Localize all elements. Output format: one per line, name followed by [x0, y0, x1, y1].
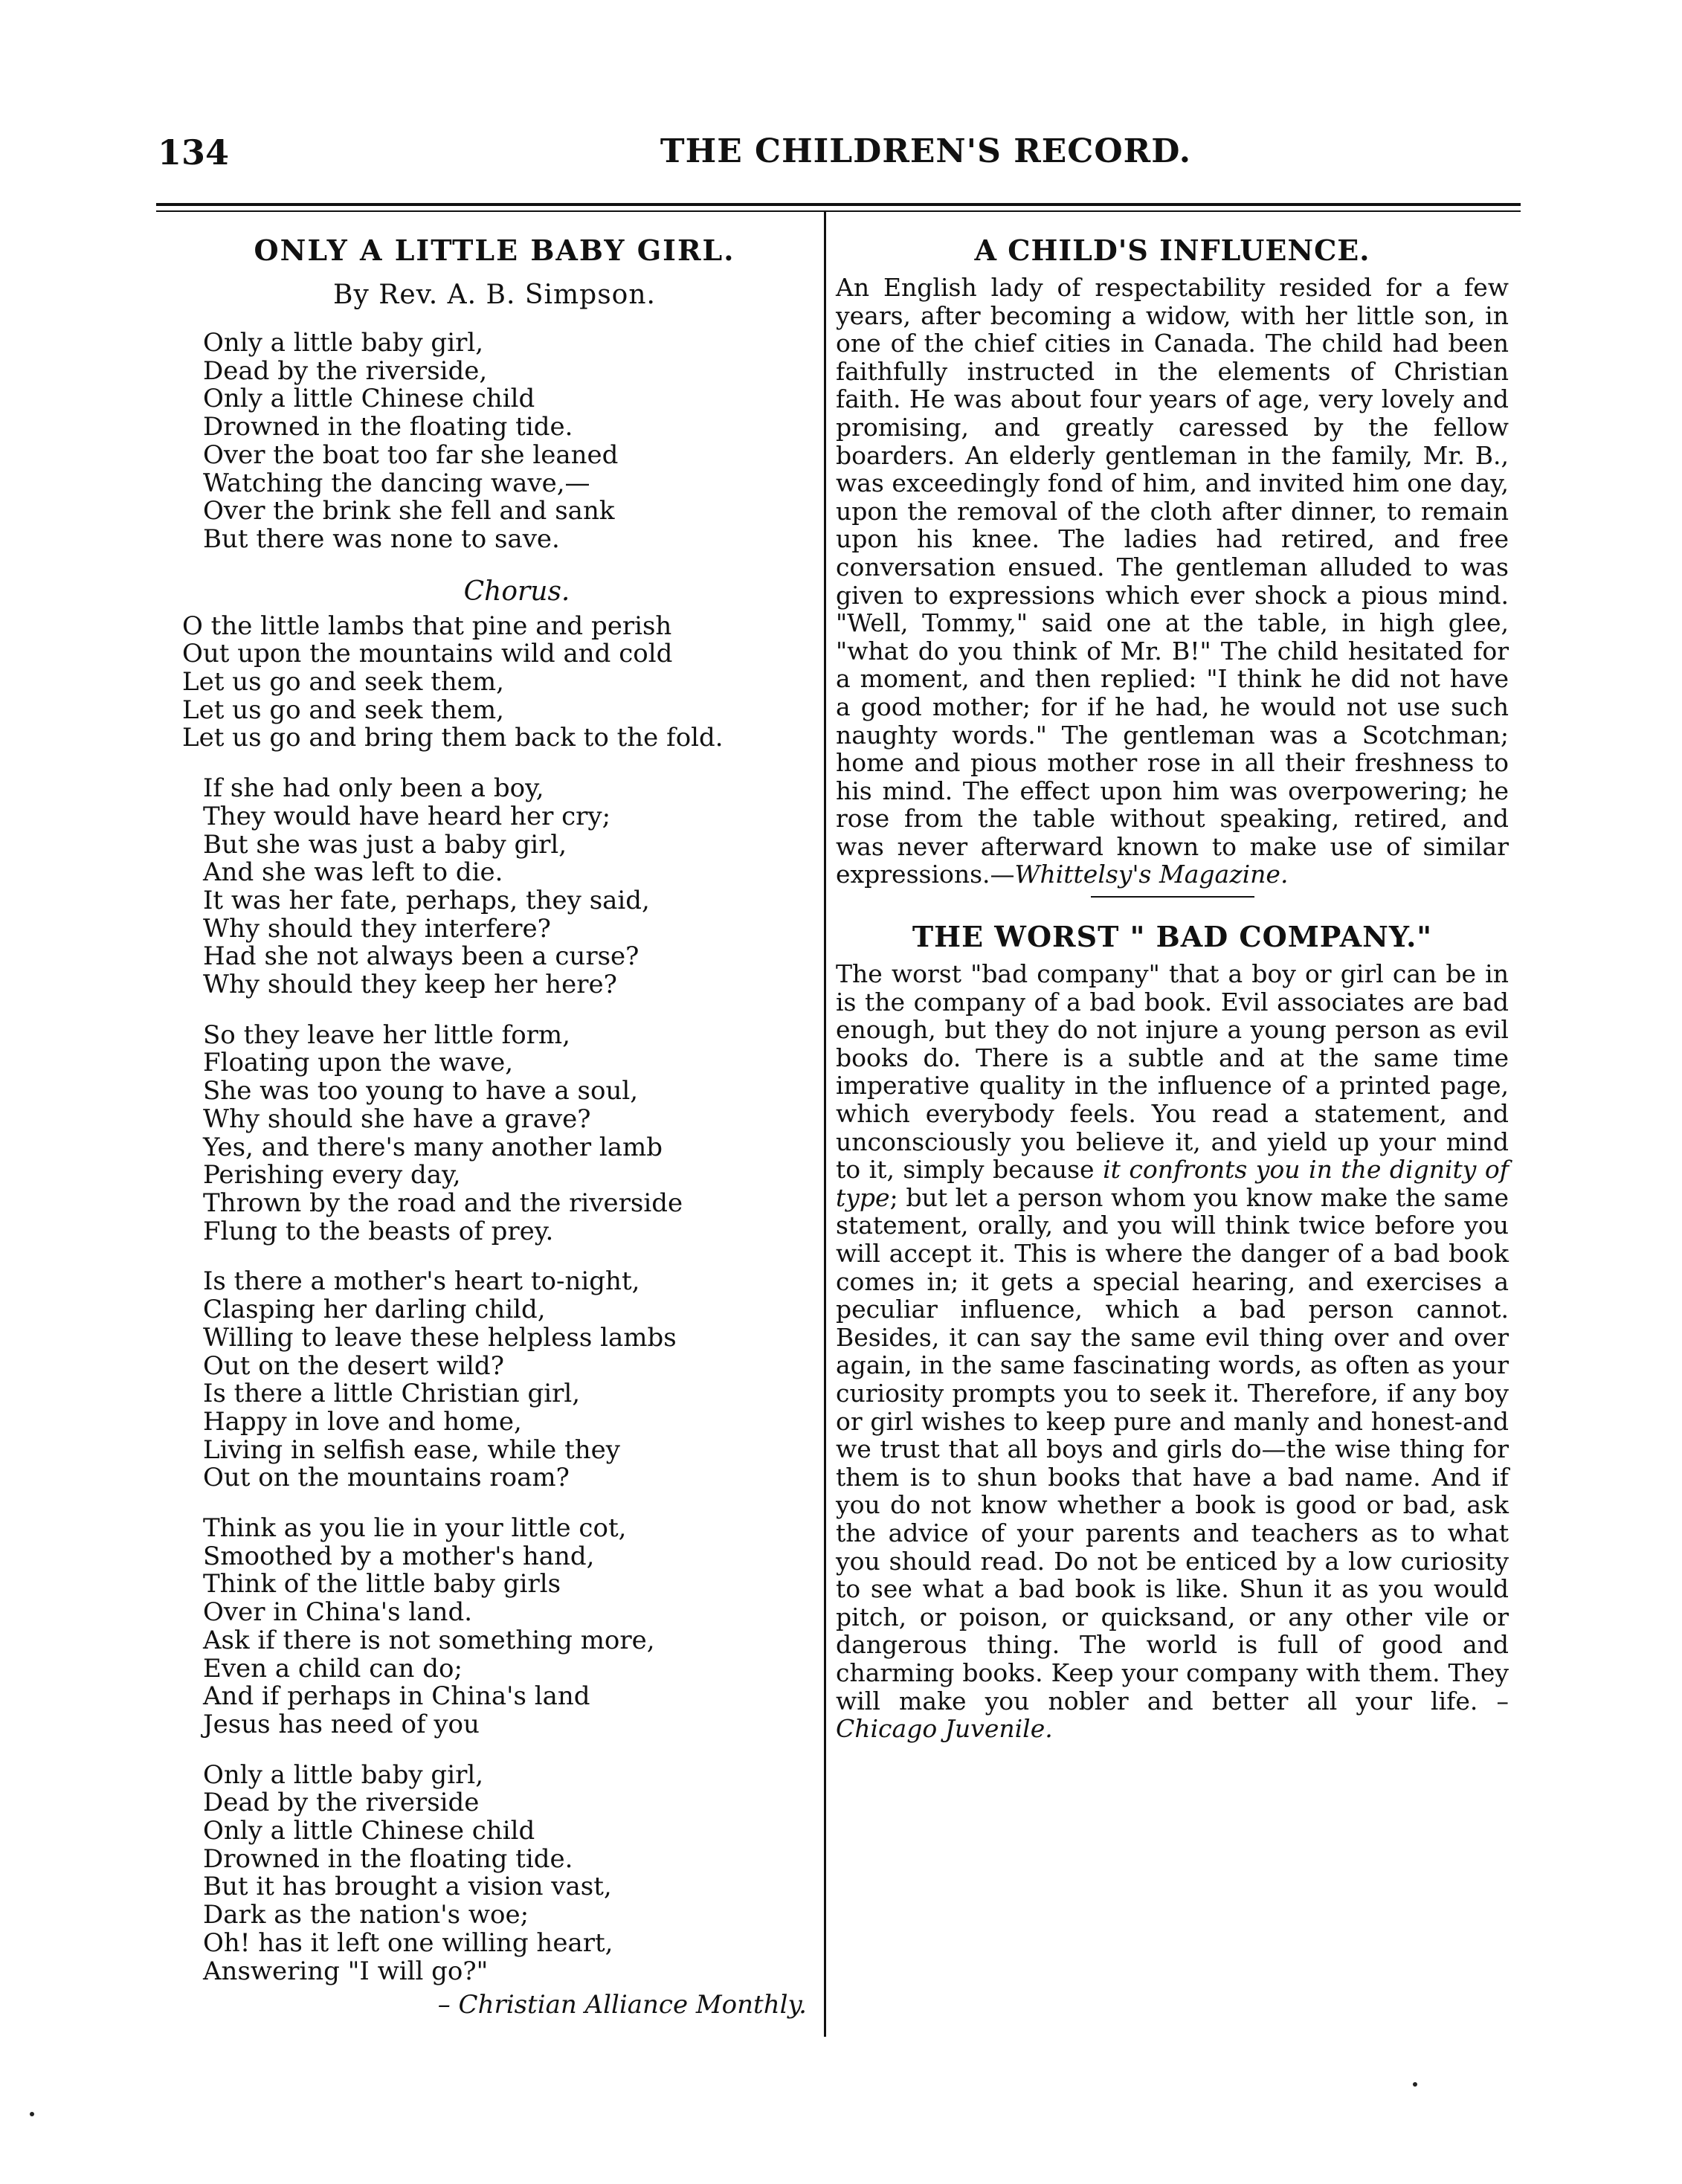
- print-speck: [1413, 2082, 1417, 2087]
- poem-line: Only a little baby girl,: [203, 328, 484, 358]
- poem-line: They would have heard her cry;: [203, 801, 611, 831]
- stanza-4: [182, 1268, 807, 1492]
- poem-line: Only a little Chinese child: [203, 384, 535, 414]
- poem-line: It was her fate, perhaps, they said,: [203, 885, 650, 915]
- right-column: [836, 232, 1509, 1743]
- poem-byline: By Rev. A. B. Simpson.: [333, 280, 656, 310]
- poem-line: Dark as the nation's woe;: [203, 1900, 529, 1930]
- poem-line: Only a little Chinese child: [203, 1816, 535, 1846]
- poem-line: Answering "I will go?": [203, 1956, 489, 1986]
- poem-line: Clasping her darling child,: [203, 1295, 546, 1325]
- poem-line: Over in China's land.: [203, 1597, 473, 1628]
- page-header: [0, 132, 1682, 177]
- poem-line: Thrown by the road and the riverside: [203, 1188, 683, 1218]
- stanza-5: [182, 1515, 807, 1739]
- poem-line: Let us go and seek them,: [182, 695, 504, 725]
- poem-line: Smoothed by a mother's hand,: [203, 1541, 595, 1571]
- poem-line: Over the brink she fell and sank: [203, 496, 615, 526]
- poem-line: Drowned in the floating tide.: [203, 1843, 573, 1874]
- chorus-stanza: [182, 613, 807, 753]
- stanza-3: [182, 1019, 807, 1246]
- poem-line: Happy in love and home,: [203, 1406, 522, 1437]
- bad-company-text-2: ; but let a person whom you know make the same statement, orally, and you will think twice before you will accept it. This is where the danger of a bad book comes in; it gets a special hearing, and exercises a peculiar influence, which a bad person cannot. Besides, it can say the same evil thing over and over again, in the same fascinating words, as often as your curiosity prompts you to seek it. Therefore, if any boy or girl wishes to keep pure and manly and honest-and we trust that all boys and girls do—the wise thing for them is to shun books that have a bad name. And if you do not know whether a book is good or bad, ask the advice of your parents and teachers as to what you should read. Do not be enticed by a low curiosity to see what a bad book is like. Shun it as you would pitch, or poison, or quicksand, or any other vile or dangerous thing. The world is full of good and charming books. Keep your company with them. They will make you nobler and better all your life. –: [836, 1182, 1509, 1716]
- influence-body: [836, 274, 1509, 889]
- poem-line: Dead by the riverside: [203, 1788, 480, 1818]
- poem-line: Watching the dancing wave,—: [203, 468, 590, 498]
- poem-line: She was too young to have a soul,: [203, 1076, 639, 1107]
- bad-company-attribution: Chicago Juvenile.: [836, 1714, 1053, 1744]
- print-speck: [30, 2112, 34, 2116]
- poem-line: Over the boat too far she leaned: [203, 439, 619, 470]
- page-number: 134: [158, 132, 230, 173]
- poem-line: Perishing every day,: [203, 1160, 461, 1191]
- poem-line: Think of the little baby girls: [203, 1569, 561, 1600]
- bad-company-text-1: The worst "bad company" that a boy or girl can be in is the company of a bad book. Evil associates are bad enough, but they do not injure a young person as evil books do. There is a subtle and at the same time imperative quality in the influence of a printed page, which everybody feels. You read a statement, and unconsciously you believe it, and yield up your mind to it, simply because: [836, 959, 1509, 1185]
- influence-title: A CHILD'S INFLUENCE.: [974, 233, 1370, 267]
- header-rule: [156, 203, 1521, 212]
- poem-attribution: – Christian Alliance Monthly.: [437, 1990, 807, 2020]
- poem-line: Dead by the riverside,: [203, 355, 488, 386]
- poem-line: Even a child can do;: [203, 1653, 463, 1684]
- bad-company-title: THE WORST " BAD COMPANY.": [912, 920, 1433, 954]
- poem-line: Only a little baby girl,: [203, 1759, 484, 1790]
- poem-line: Why should they interfere?: [203, 913, 551, 944]
- poem-line: Think as you lie in your little cot,: [203, 1513, 627, 1544]
- poem-line: Living in selfish ease, while they: [203, 1434, 620, 1465]
- poem-line: And if perhaps in China's land: [203, 1681, 590, 1712]
- poem-line: Ask if there is not something more,: [203, 1625, 655, 1655]
- poem-line: Drowned in the floating tide.: [203, 412, 573, 442]
- poem-line: But she was just a baby girl,: [203, 829, 567, 860]
- bad-company-body: [836, 960, 1509, 1743]
- left-column: [182, 232, 807, 2020]
- poem-line: Let us go and seek them,: [182, 667, 504, 698]
- poem-line: Oh! has it left one willing heart,: [203, 1927, 613, 1958]
- poem-line: Why should they keep her here?: [203, 970, 617, 1000]
- article-separator: [1091, 896, 1254, 898]
- influence-text: An English lady of respectability resided for a few years, after becoming a widow, with her little son, in one of the chief cities in Canada. The child had been faithfully instructed in the elements of Christian faith. He was about four years of age, very lovely and promising, and greatly caressed by the fellow boarders. An elderly gentleman in the family, Mr. B., was exceedingly fond of him, and invited him one day, upon the removal of the cloth after dinner, to remain upon his knee. The ladies had retired, and free conversation ensued. The gentleman alluded to was given to expressions which ever shock a pious mind. "Well, Tommy," said one at the table, in high glee, "what do you think of Mr. B!" The child hesitated for a moment, and then replied: "I think he did not have a good mother; for if he had, he would not use such naughty words." The gentleman was a Scotchman; home and pious mother rose in all their freshness to his mind. The effect upon him was overpowering; he rose from the table without speaking, retired, and was never afterward known to make use of similar expressions.—: [836, 273, 1509, 889]
- poem-line: Is there a mother's heart to-night,: [203, 1266, 640, 1297]
- stanza-1: [182, 329, 807, 554]
- bad-company-italic: it confronts you in the dignity of type: [836, 1155, 1509, 1212]
- poem-line: But it has brought a vision vast,: [203, 1872, 612, 1902]
- poem-line: Willing to leave these helpless lambs: [203, 1322, 677, 1353]
- chorus-label: Chorus.: [463, 576, 570, 607]
- poem-line: Is there a little Christian girl,: [203, 1379, 581, 1409]
- stanza-2: [182, 775, 807, 999]
- poem-line: Let us go and bring them back to the fold.: [182, 723, 724, 753]
- poem-line: Out on the mountains roam?: [203, 1463, 570, 1493]
- poem-title: ONLY A LITTLE BABY GIRL.: [254, 233, 735, 267]
- poem-line: Had she not always been a curse?: [203, 941, 639, 972]
- running-title: THE CHILDREN'S RECORD.: [660, 132, 1192, 170]
- poem-line: O the little lambs that pine and perish: [182, 611, 672, 641]
- stanza-6: [182, 1759, 807, 1986]
- column-divider: [824, 211, 826, 2037]
- poem-line: But there was none to save.: [203, 524, 560, 554]
- poem-line: Yes, and there's many another lamb: [203, 1132, 663, 1162]
- poem-line: Jesus has need of you: [203, 1709, 480, 1739]
- poem-line: Why should she have a grave?: [203, 1104, 591, 1134]
- influence-attribution: Whittelsy's Magazine.: [1014, 860, 1289, 889]
- poem-line: If she had only been a boy,: [203, 773, 544, 804]
- poem-line: Out upon the mountains wild and cold: [182, 639, 673, 669]
- poem-line: Out on the desert wild?: [203, 1350, 504, 1381]
- poem-line: Flung to the beasts of prey.: [203, 1216, 554, 1246]
- poem-line: Floating upon the wave,: [203, 1048, 514, 1078]
- poem-line: So they leave her little form,: [203, 1019, 570, 1050]
- poem-line: And she was left to die.: [203, 857, 503, 888]
